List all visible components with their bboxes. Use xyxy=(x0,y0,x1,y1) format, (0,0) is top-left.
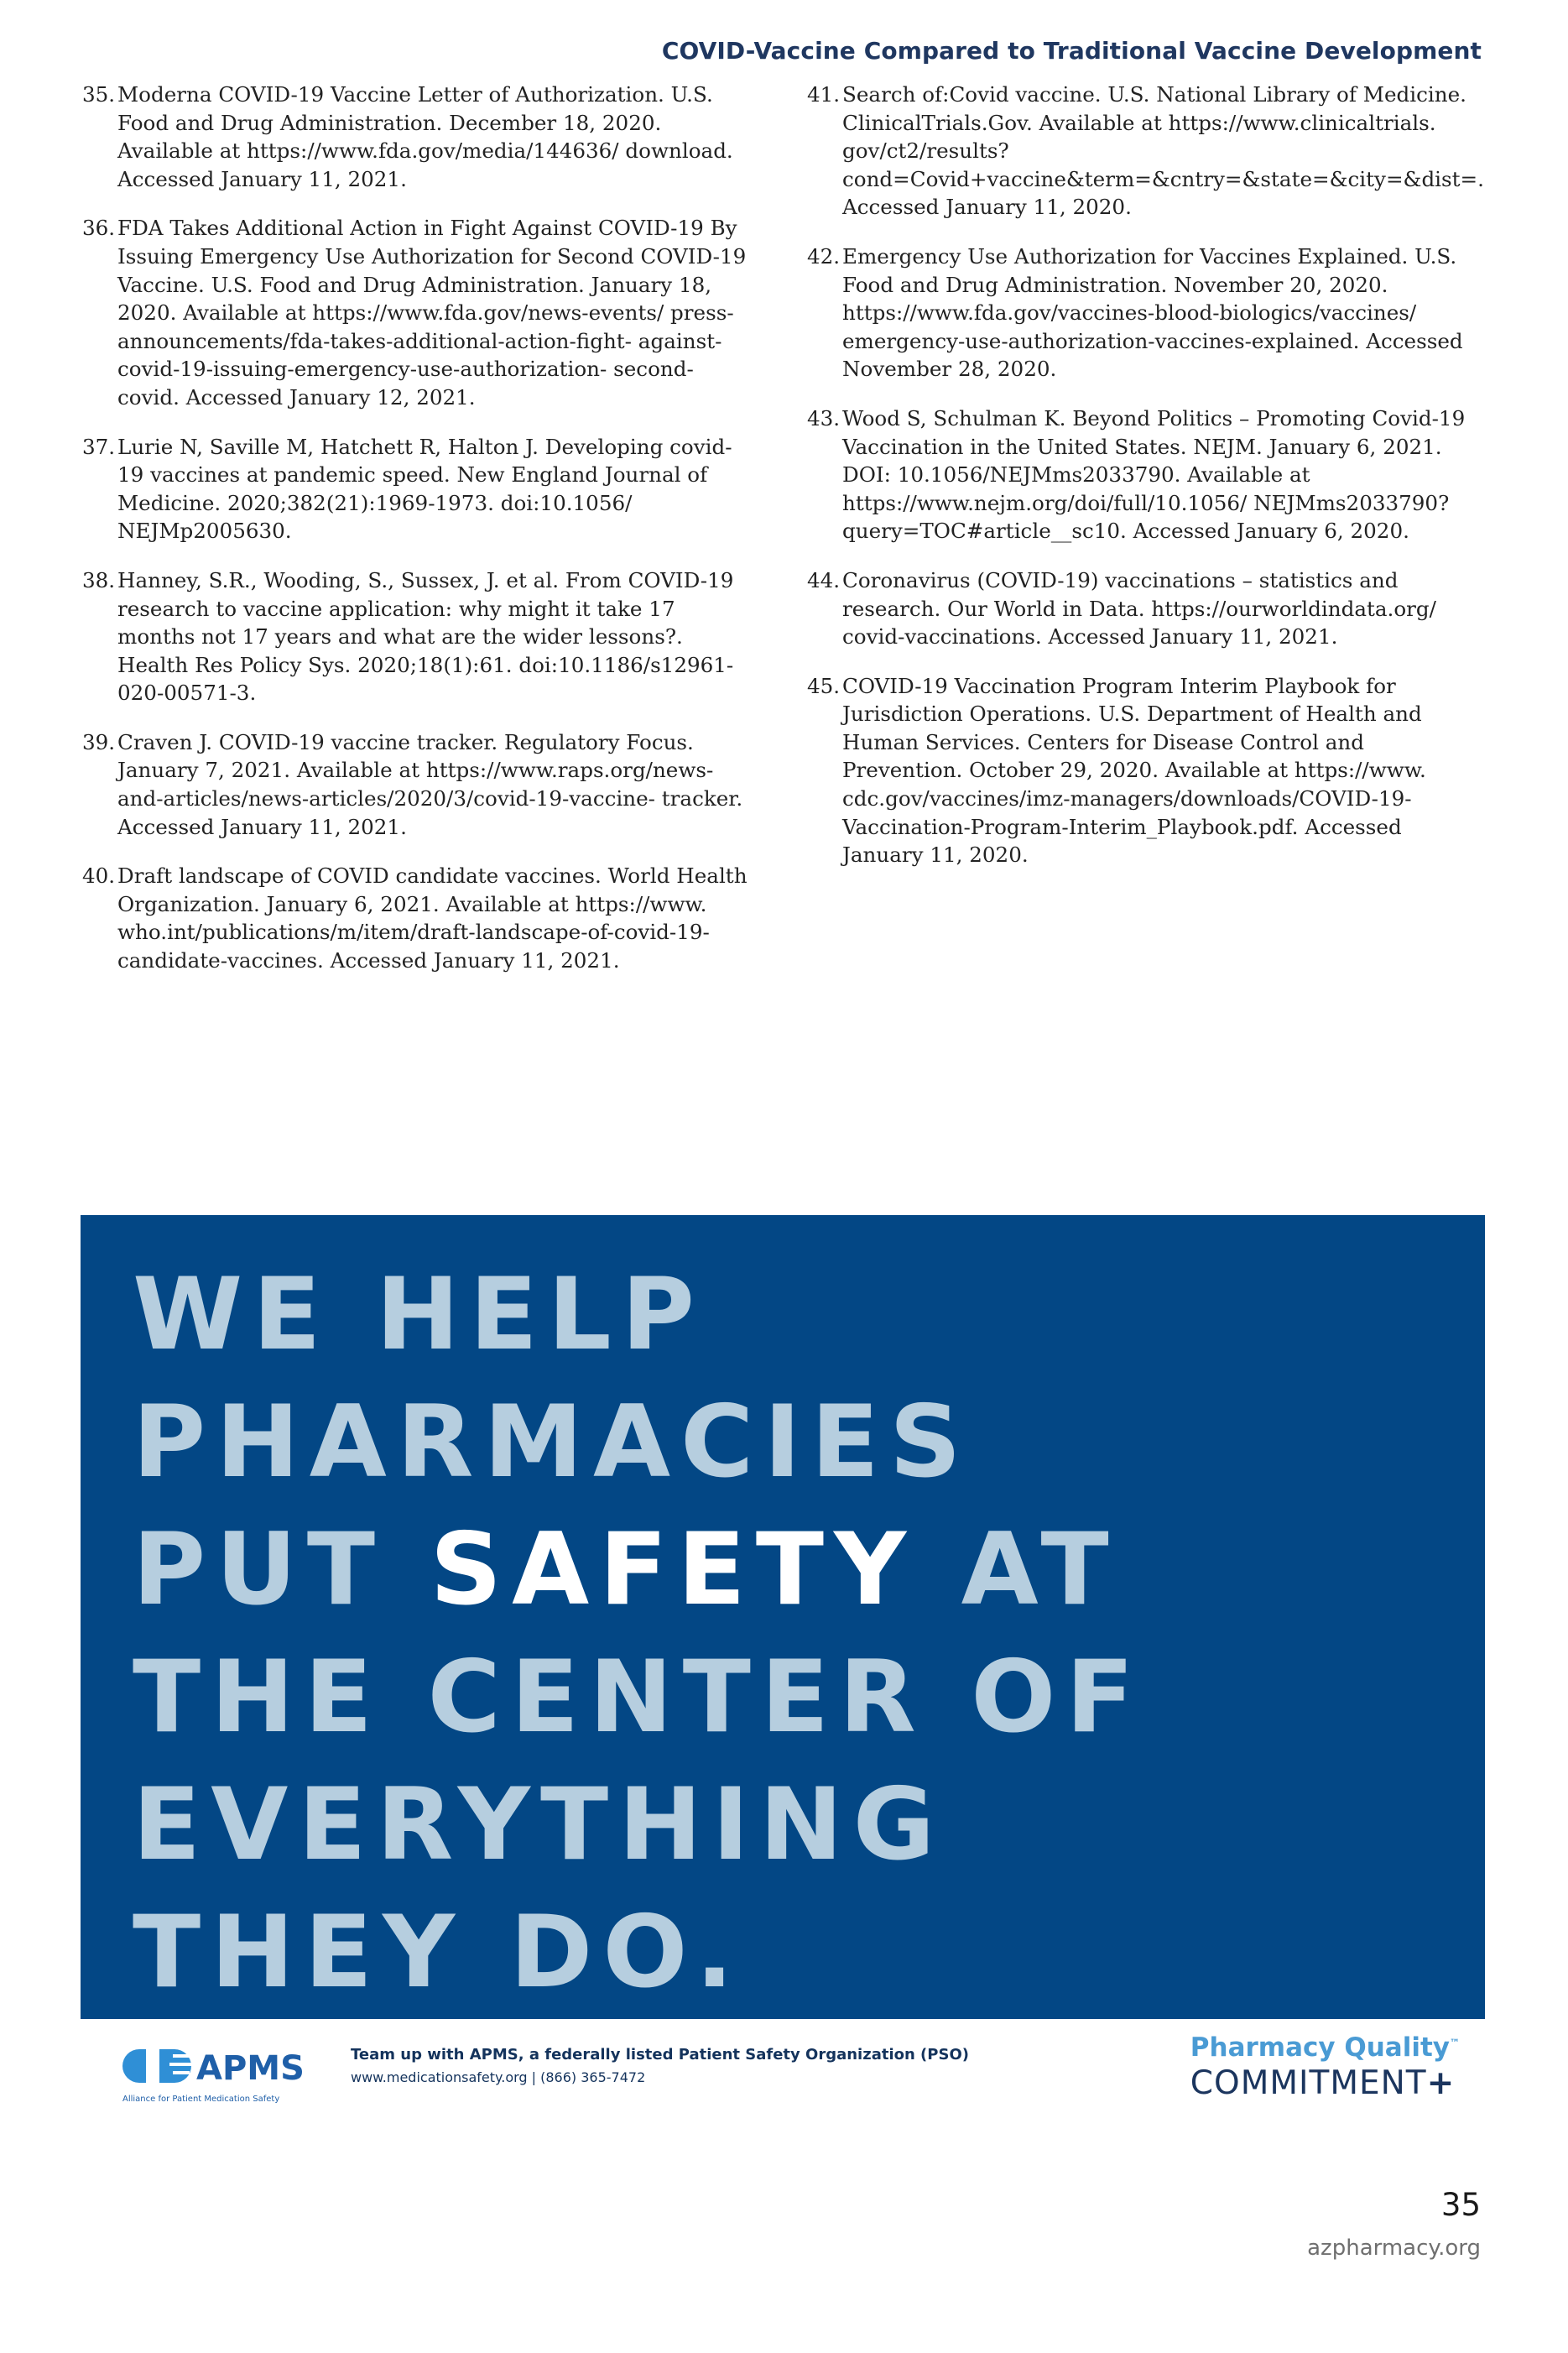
reference-item xyxy=(807,566,1487,651)
reference-item xyxy=(82,728,753,841)
ad-headline-line: WE HELP xyxy=(133,1257,705,1373)
reference-number: 43. xyxy=(807,405,841,430)
apms-logo-wordmark: APMS xyxy=(196,2049,305,2088)
ad-headline-line: THEY DO. xyxy=(133,1895,744,2011)
reference-text: Coronavirus (COVID-19) vaccinations – statistics and research. Our World in Data. https://ourworldindata.org/ covid-vaccinations. Accessed January 11, 2021. xyxy=(842,567,1436,650)
ad-headline-line xyxy=(133,1512,1119,1628)
reference-number: 36. xyxy=(82,216,116,241)
reference-text: Wood S, Schulman K. Beyond Politics – Promoting Covid-19 Vaccination in the United States. NEJM. January 6, 2021. DOI: 10.1056/NEJMms2033790. Available at https://www.nejm.org/doi/full/10.1056/ NEJMms2033790?query=TOC#article__sc10. Accessed January 6, 2020. xyxy=(842,405,1466,544)
reference-item xyxy=(807,672,1487,869)
reference-item xyxy=(807,81,1487,222)
apms-logo-mark-icon xyxy=(122,2049,191,2083)
reference-item xyxy=(82,862,753,974)
ad-highlight-word: SAFETY xyxy=(430,1512,917,1628)
ad-headline-line: EVERYTHING xyxy=(133,1767,945,1883)
ad-headline-word: PUT xyxy=(133,1512,386,1628)
running-header: COVID-Vaccine Compared to Traditional Vaccine Development xyxy=(661,37,1482,65)
reference-text: Emergency Use Authorization for Vaccines Explained. U.S. Food and Drug Administration. November 20, 2020. https://www.fda.gov/vaccines-blood-biologics/vaccines/ emergency-use-authorization-vaccines-explained. Accessed November 28, 2020. xyxy=(842,243,1463,382)
references-right-column xyxy=(807,81,1487,890)
reference-text: COVID-19 Vaccination Program Interim Playbook for Jurisdiction Operations. U.S. Department of Health and Human Services. Centers for Disease Control and Prevention. October 29, 2020. Available at https://www. cdc.gov/vaccines/imz-managers/downloads/COVID-19- Vaccination-Program-Interim_Playbook.pdf. Accessed January 11, 2020. xyxy=(842,673,1426,868)
pqc-logo-bottom: COMMITMENT+ xyxy=(1190,2064,1456,2102)
reference-number: 40. xyxy=(82,863,116,889)
references-left-column xyxy=(82,81,753,996)
ad-headline-word: AT xyxy=(961,1512,1119,1628)
reference-text: Lurie N, Saville M, Hatchett R, Halton J. Developing covid-19 vaccines at pandemic speed. New England Journal of Medicine. 2020;382(21):1969-1973. doi:10.1056/ NEJMp2005630. xyxy=(117,434,732,544)
pqc-logo-top: Pharmacy Quality™ xyxy=(1190,2032,1460,2063)
site-url: azpharmacy.org xyxy=(1307,2236,1481,2261)
apms-ad-banner xyxy=(81,1215,1485,2019)
page-number: 35 xyxy=(1440,2187,1481,2223)
reference-item xyxy=(807,243,1487,383)
reference-number: 39. xyxy=(82,729,116,754)
apms-contact: www.medicationsafety.org | (866) 365-7472 xyxy=(351,2069,646,2085)
reference-number: 38. xyxy=(82,567,116,592)
reference-number: 35. xyxy=(82,82,116,107)
reference-text: Search of:Covid vaccine. U.S. National Library of Medicine. ClinicalTrials.Gov. Available at https://www.clinicaltrials. gov/ct2/results? cond=Covid+vaccine&term=&cntry=&state=&city=&dist=. Accessed January 11, 2020. xyxy=(842,82,1484,220)
reference-number: 45. xyxy=(807,673,841,698)
reference-text: Hanney, S.R., Wooding, S., Sussex, J. et al. From COVID-19 research to vaccine application: why might it take 17 months not 17 years and what are the wider lessons?. Health Res Policy Sys. 2020;18(1):61. doi:10.1186/s12961- 020-00571-3. xyxy=(117,567,734,706)
apms-logo-subtitle: Alliance for Patient Medication Safety xyxy=(122,2095,280,2104)
ad-headline-line: PHARMACIES xyxy=(133,1385,972,1500)
ad-headline-line: THE CENTER OF xyxy=(133,1640,1144,1756)
reference-text: Craven J. COVID-19 vaccine tracker. Regulatory Focus. January 7, 2021. Available at https://www.raps.org/news- and-articles/news-articles/2020/3/covid-19-vaccine- tracker. Accessed January 11, 2021. xyxy=(117,729,743,839)
reference-item xyxy=(807,404,1487,545)
reference-number: 44. xyxy=(807,567,841,592)
reference-number: 41. xyxy=(807,82,841,107)
reference-item xyxy=(82,214,753,411)
reference-item xyxy=(82,433,753,545)
ad-footer xyxy=(81,2026,1485,2118)
reference-number: 37. xyxy=(82,434,116,459)
reference-item xyxy=(82,566,753,707)
reference-item xyxy=(82,81,753,193)
pharmacy-quality-commitment-logo xyxy=(1190,2032,1460,2102)
reference-text: Moderna COVID-19 Vaccine Letter of Authorization. U.S. Food and Drug Administration. December 18, 2020. Available at https://www.fda.gov/media/144636/ download. Accessed January 11, 2021. xyxy=(117,82,733,191)
apms-tagline: Team up with APMS, a federally listed Patient Safety Organization (PSO) xyxy=(351,2046,969,2063)
apms-logo xyxy=(121,2043,339,2110)
reference-number: 42. xyxy=(807,243,841,269)
reference-text: Draft landscape of COVID candidate vaccines. World Health Organization. January 6, 2021. Available at https://www. who.int/publications/m/item/draft-landscape-of-covid-19- candidate-vaccines. Accessed January 11, 2021. xyxy=(117,863,748,973)
reference-text: FDA Takes Additional Action in Fight Against COVID-19 By Issuing Emergency Use Authorization for Second COVID-19 Vaccine. U.S. Food and Drug Administration. January 18, 2020. Available at https://www.fda.gov/news-events/ press-announcements/fda-takes-additional-action-fight- against-covid-19-issuing-emergency-use-authorization- second-covid. Accessed January 12, 2021. xyxy=(117,216,747,410)
